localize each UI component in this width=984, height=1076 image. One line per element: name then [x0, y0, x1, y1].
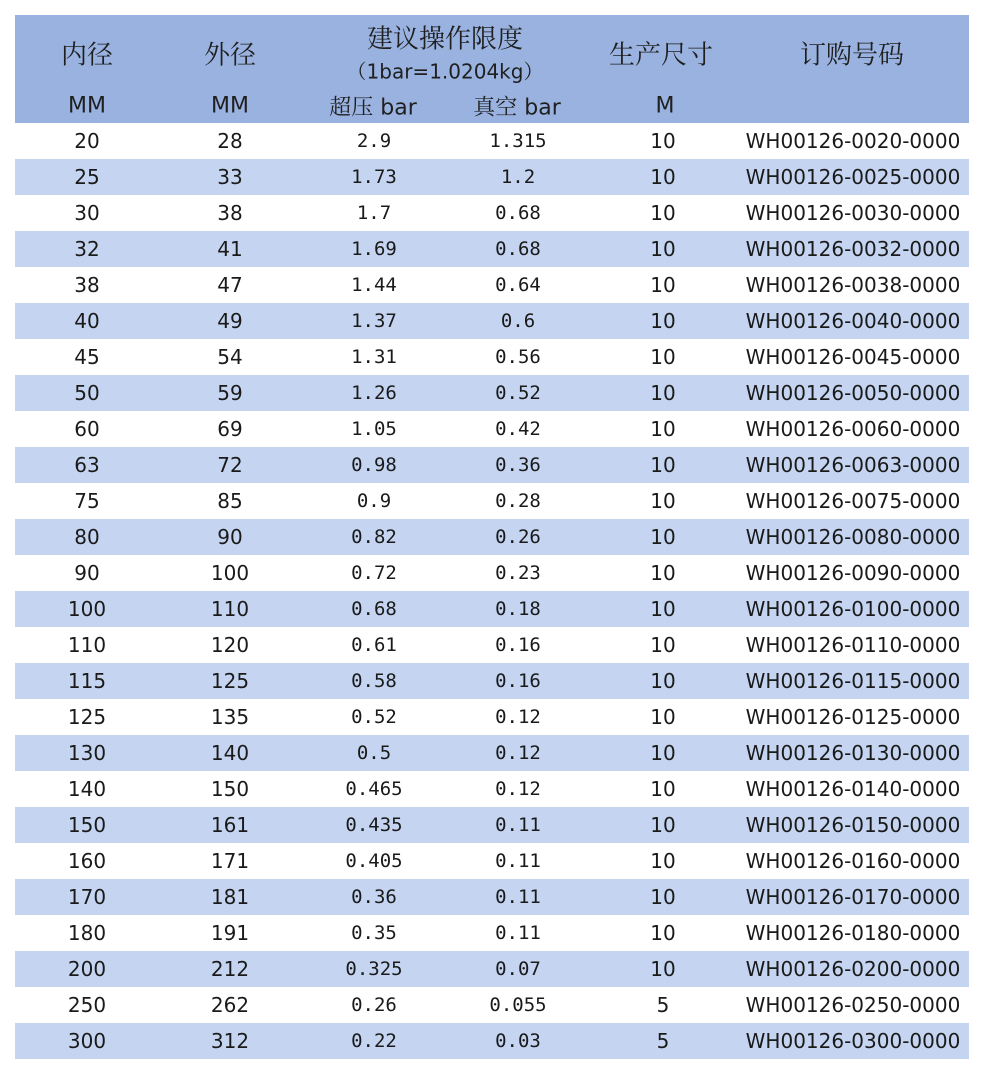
table-row: [15, 663, 969, 699]
order-number-cell: WH00126-0040-0000: [745, 309, 961, 333]
vacuum-cell: 0.12: [495, 778, 541, 800]
order-number-cell: WH00126-0025-0000: [745, 165, 961, 189]
overpressure-cell: 0.35: [351, 922, 397, 944]
production-size-cell: 10: [650, 345, 676, 369]
vacuum-cell: 0.18: [495, 598, 541, 620]
production-size-cell: 5: [656, 1029, 670, 1053]
production-size-cell: 10: [650, 489, 676, 513]
production-size-cell: 10: [650, 921, 676, 945]
production-size-cell: 10: [650, 597, 676, 621]
inner-diameter-cell: 40: [74, 309, 100, 333]
order-number-cell: WH00126-0080-0000: [745, 525, 961, 549]
overpressure-cell: 1.7: [356, 202, 392, 224]
inner-diameter-cell: 170: [67, 885, 107, 909]
table-row: [15, 1023, 969, 1059]
inner-diameter-cell: 180: [67, 921, 107, 945]
overpressure-cell: 0.9: [356, 490, 392, 512]
header-order-number: 订购号码: [799, 40, 905, 71]
vacuum-cell: 0.28: [495, 490, 541, 512]
overpressure-cell: 1.31: [351, 346, 397, 368]
vacuum-cell: 0.055: [489, 994, 547, 1016]
outer-diameter-cell: 38: [217, 201, 243, 225]
outer-diameter-cell: 47: [217, 273, 243, 297]
header-vacuum: 真空 bar: [473, 95, 561, 121]
table-row: [15, 375, 969, 411]
table-row: [15, 159, 969, 195]
overpressure-cell: 0.52: [351, 706, 397, 728]
overpressure-cell: 0.61: [351, 634, 397, 656]
header-operating-limit: 建议操作限度: [366, 24, 524, 55]
outer-diameter-cell: 28: [217, 129, 243, 153]
inner-diameter-cell: 160: [67, 849, 107, 873]
vacuum-cell: 0.36: [495, 454, 541, 476]
table-row: [15, 303, 969, 339]
production-size-cell: 10: [650, 633, 676, 657]
order-number-cell: WH00126-0045-0000: [745, 345, 961, 369]
outer-diameter-cell: 41: [217, 237, 243, 261]
overpressure-cell: 1.26: [351, 382, 397, 404]
header-inner-diameter: 内径: [60, 40, 114, 71]
table-header: [15, 15, 969, 123]
header-unit-mm-inner: MM: [68, 93, 106, 119]
table-row: [15, 267, 969, 303]
outer-diameter-cell: 262: [210, 993, 250, 1017]
overpressure-cell: 1.69: [351, 238, 397, 260]
overpressure-cell: 0.82: [351, 526, 397, 548]
table-row: [15, 591, 969, 627]
table-row: [15, 699, 969, 735]
vacuum-cell: 0.68: [495, 238, 541, 260]
overpressure-cell: 1.44: [351, 274, 397, 296]
order-number-cell: WH00126-0110-0000: [745, 633, 961, 657]
inner-diameter-cell: 45: [74, 345, 100, 369]
table-row: [15, 843, 969, 879]
order-number-cell: WH00126-0170-0000: [745, 885, 961, 909]
production-size-cell: 10: [650, 273, 676, 297]
table-row: [15, 555, 969, 591]
inner-diameter-cell: 300: [67, 1029, 107, 1053]
outer-diameter-cell: 150: [210, 777, 250, 801]
outer-diameter-cell: 100: [210, 561, 250, 585]
overpressure-cell: 1.73: [351, 166, 397, 188]
outer-diameter-cell: 171: [210, 849, 250, 873]
inner-diameter-cell: 50: [74, 381, 100, 405]
outer-diameter-cell: 90: [217, 525, 243, 549]
inner-diameter-cell: 25: [74, 165, 100, 189]
inner-diameter-cell: 30: [74, 201, 100, 225]
vacuum-cell: 0.68: [495, 202, 541, 224]
inner-diameter-cell: 60: [74, 417, 100, 441]
order-number-cell: WH00126-0160-0000: [745, 849, 961, 873]
order-number-cell: WH00126-0100-0000: [745, 597, 961, 621]
inner-diameter-cell: 90: [74, 561, 100, 585]
outer-diameter-cell: 135: [210, 705, 250, 729]
overpressure-cell: 0.26: [351, 994, 397, 1016]
overpressure-cell: 0.72: [351, 562, 397, 584]
inner-diameter-cell: 32: [74, 237, 100, 261]
production-size-cell: 10: [650, 669, 676, 693]
table-row: [15, 807, 969, 843]
production-size-cell: 10: [650, 129, 676, 153]
inner-diameter-cell: 250: [67, 993, 107, 1017]
overpressure-cell: 1.05: [351, 418, 397, 440]
inner-diameter-cell: 80: [74, 525, 100, 549]
order-number-cell: WH00126-0250-0000: [745, 993, 961, 1017]
inner-diameter-cell: 100: [67, 597, 107, 621]
header-unit-mm-outer: MM: [211, 93, 249, 119]
inner-diameter-cell: 130: [67, 741, 107, 765]
overpressure-cell: 0.405: [345, 850, 403, 872]
header-conversion: （1bar=1.0204kg）: [346, 59, 544, 84]
vacuum-cell: 1.2: [500, 166, 536, 188]
order-number-cell: WH00126-0300-0000: [745, 1029, 961, 1053]
overpressure-cell: 0.68: [351, 598, 397, 620]
outer-diameter-cell: 191: [210, 921, 250, 945]
outer-diameter-cell: 181: [210, 885, 250, 909]
production-size-cell: 10: [650, 201, 676, 225]
inner-diameter-cell: 75: [74, 489, 100, 513]
order-number-cell: WH00126-0050-0000: [745, 381, 961, 405]
production-size-cell: 10: [650, 417, 676, 441]
order-number-cell: WH00126-0130-0000: [745, 741, 961, 765]
table-row: [15, 411, 969, 447]
overpressure-cell: 0.36: [351, 886, 397, 908]
outer-diameter-cell: 140: [210, 741, 250, 765]
order-number-cell: WH00126-0060-0000: [745, 417, 961, 441]
table-row: [15, 195, 969, 231]
inner-diameter-cell: 125: [67, 705, 107, 729]
vacuum-cell: 0.16: [495, 670, 541, 692]
vacuum-cell: 0.11: [495, 850, 541, 872]
table-row: [15, 771, 969, 807]
production-size-cell: 10: [650, 381, 676, 405]
vacuum-cell: 0.16: [495, 634, 541, 656]
outer-diameter-cell: 212: [210, 957, 250, 981]
outer-diameter-cell: 72: [217, 453, 243, 477]
overpressure-cell: 0.22: [351, 1030, 397, 1052]
header-production-size: 生产尺寸: [608, 40, 714, 71]
outer-diameter-cell: 125: [210, 669, 250, 693]
table-body: [15, 123, 969, 1059]
production-size-cell: 10: [650, 705, 676, 729]
vacuum-cell: 0.03: [495, 1030, 541, 1052]
vacuum-cell: 0.11: [495, 886, 541, 908]
production-size-cell: 10: [650, 741, 676, 765]
inner-diameter-cell: 110: [67, 633, 107, 657]
production-size-cell: 10: [650, 525, 676, 549]
production-size-cell: 10: [650, 309, 676, 333]
outer-diameter-cell: 110: [210, 597, 250, 621]
outer-diameter-cell: 49: [217, 309, 243, 333]
inner-diameter-cell: 150: [67, 813, 107, 837]
order-number-cell: WH00126-0180-0000: [745, 921, 961, 945]
production-size-cell: 10: [650, 813, 676, 837]
inner-diameter-cell: 20: [74, 129, 100, 153]
outer-diameter-cell: 85: [217, 489, 243, 513]
header-unit-m: M: [655, 93, 675, 119]
overpressure-cell: 0.58: [351, 670, 397, 692]
order-number-cell: WH00126-0032-0000: [745, 237, 961, 261]
outer-diameter-cell: 33: [217, 165, 243, 189]
table-row: [15, 483, 969, 519]
order-number-cell: WH00126-0140-0000: [745, 777, 961, 801]
table-row: [15, 231, 969, 267]
overpressure-cell: 0.98: [351, 454, 397, 476]
outer-diameter-cell: 312: [210, 1029, 250, 1053]
table-row: [15, 339, 969, 375]
overpressure-cell: 0.5: [356, 742, 392, 764]
order-number-cell: WH00126-0090-0000: [745, 561, 961, 585]
overpressure-cell: 2.9: [356, 130, 392, 152]
outer-diameter-cell: 69: [217, 417, 243, 441]
overpressure-cell: 0.465: [345, 778, 403, 800]
table-row: [15, 519, 969, 555]
order-number-cell: WH00126-0075-0000: [745, 489, 961, 513]
table-row: [15, 951, 969, 987]
table-row: [15, 447, 969, 483]
production-size-cell: 5: [656, 993, 670, 1017]
outer-diameter-cell: 59: [217, 381, 243, 405]
table-row: [15, 123, 969, 159]
overpressure-cell: 1.37: [351, 310, 397, 332]
vacuum-cell: 0.64: [495, 274, 541, 296]
overpressure-cell: 0.435: [345, 814, 403, 836]
order-number-cell: WH00126-0115-0000: [745, 669, 961, 693]
table-row: [15, 735, 969, 771]
vacuum-cell: 0.26: [495, 526, 541, 548]
vacuum-cell: 0.11: [495, 922, 541, 944]
order-number-cell: WH00126-0200-0000: [745, 957, 961, 981]
table-row: [15, 987, 969, 1023]
production-size-cell: 10: [650, 777, 676, 801]
production-size-cell: 10: [650, 957, 676, 981]
inner-diameter-cell: 140: [67, 777, 107, 801]
table-row: [15, 879, 969, 915]
order-number-cell: WH00126-0020-0000: [745, 129, 961, 153]
vacuum-cell: 1.315: [489, 130, 547, 152]
outer-diameter-cell: 54: [217, 345, 243, 369]
production-size-cell: 10: [650, 453, 676, 477]
vacuum-cell: 0.42: [495, 418, 541, 440]
production-size-cell: 10: [650, 849, 676, 873]
vacuum-cell: 0.12: [495, 706, 541, 728]
overpressure-cell: 0.325: [345, 958, 403, 980]
order-number-cell: WH00126-0125-0000: [745, 705, 961, 729]
order-number-cell: WH00126-0038-0000: [745, 273, 961, 297]
vacuum-cell: 0.52: [495, 382, 541, 404]
spec-table: [15, 15, 969, 1059]
vacuum-cell: 0.23: [495, 562, 541, 584]
inner-diameter-cell: 63: [74, 453, 100, 477]
inner-diameter-cell: 38: [74, 273, 100, 297]
vacuum-cell: 0.12: [495, 742, 541, 764]
vacuum-cell: 0.07: [495, 958, 541, 980]
production-size-cell: 10: [650, 561, 676, 585]
header-outer-diameter: 外径: [203, 40, 257, 71]
vacuum-cell: 0.6: [500, 310, 536, 332]
table-row: [15, 915, 969, 951]
production-size-cell: 10: [650, 237, 676, 261]
production-size-cell: 10: [650, 165, 676, 189]
order-number-cell: WH00126-0150-0000: [745, 813, 961, 837]
vacuum-cell: 0.11: [495, 814, 541, 836]
order-number-cell: WH00126-0030-0000: [745, 201, 961, 225]
outer-diameter-cell: 120: [210, 633, 250, 657]
production-size-cell: 10: [650, 885, 676, 909]
order-number-cell: WH00126-0063-0000: [745, 453, 961, 477]
header-overpressure: 超压 bar: [329, 95, 417, 121]
table-row: [15, 627, 969, 663]
inner-diameter-cell: 200: [67, 957, 107, 981]
outer-diameter-cell: 161: [210, 813, 250, 837]
vacuum-cell: 0.56: [495, 346, 541, 368]
inner-diameter-cell: 115: [67, 669, 107, 693]
